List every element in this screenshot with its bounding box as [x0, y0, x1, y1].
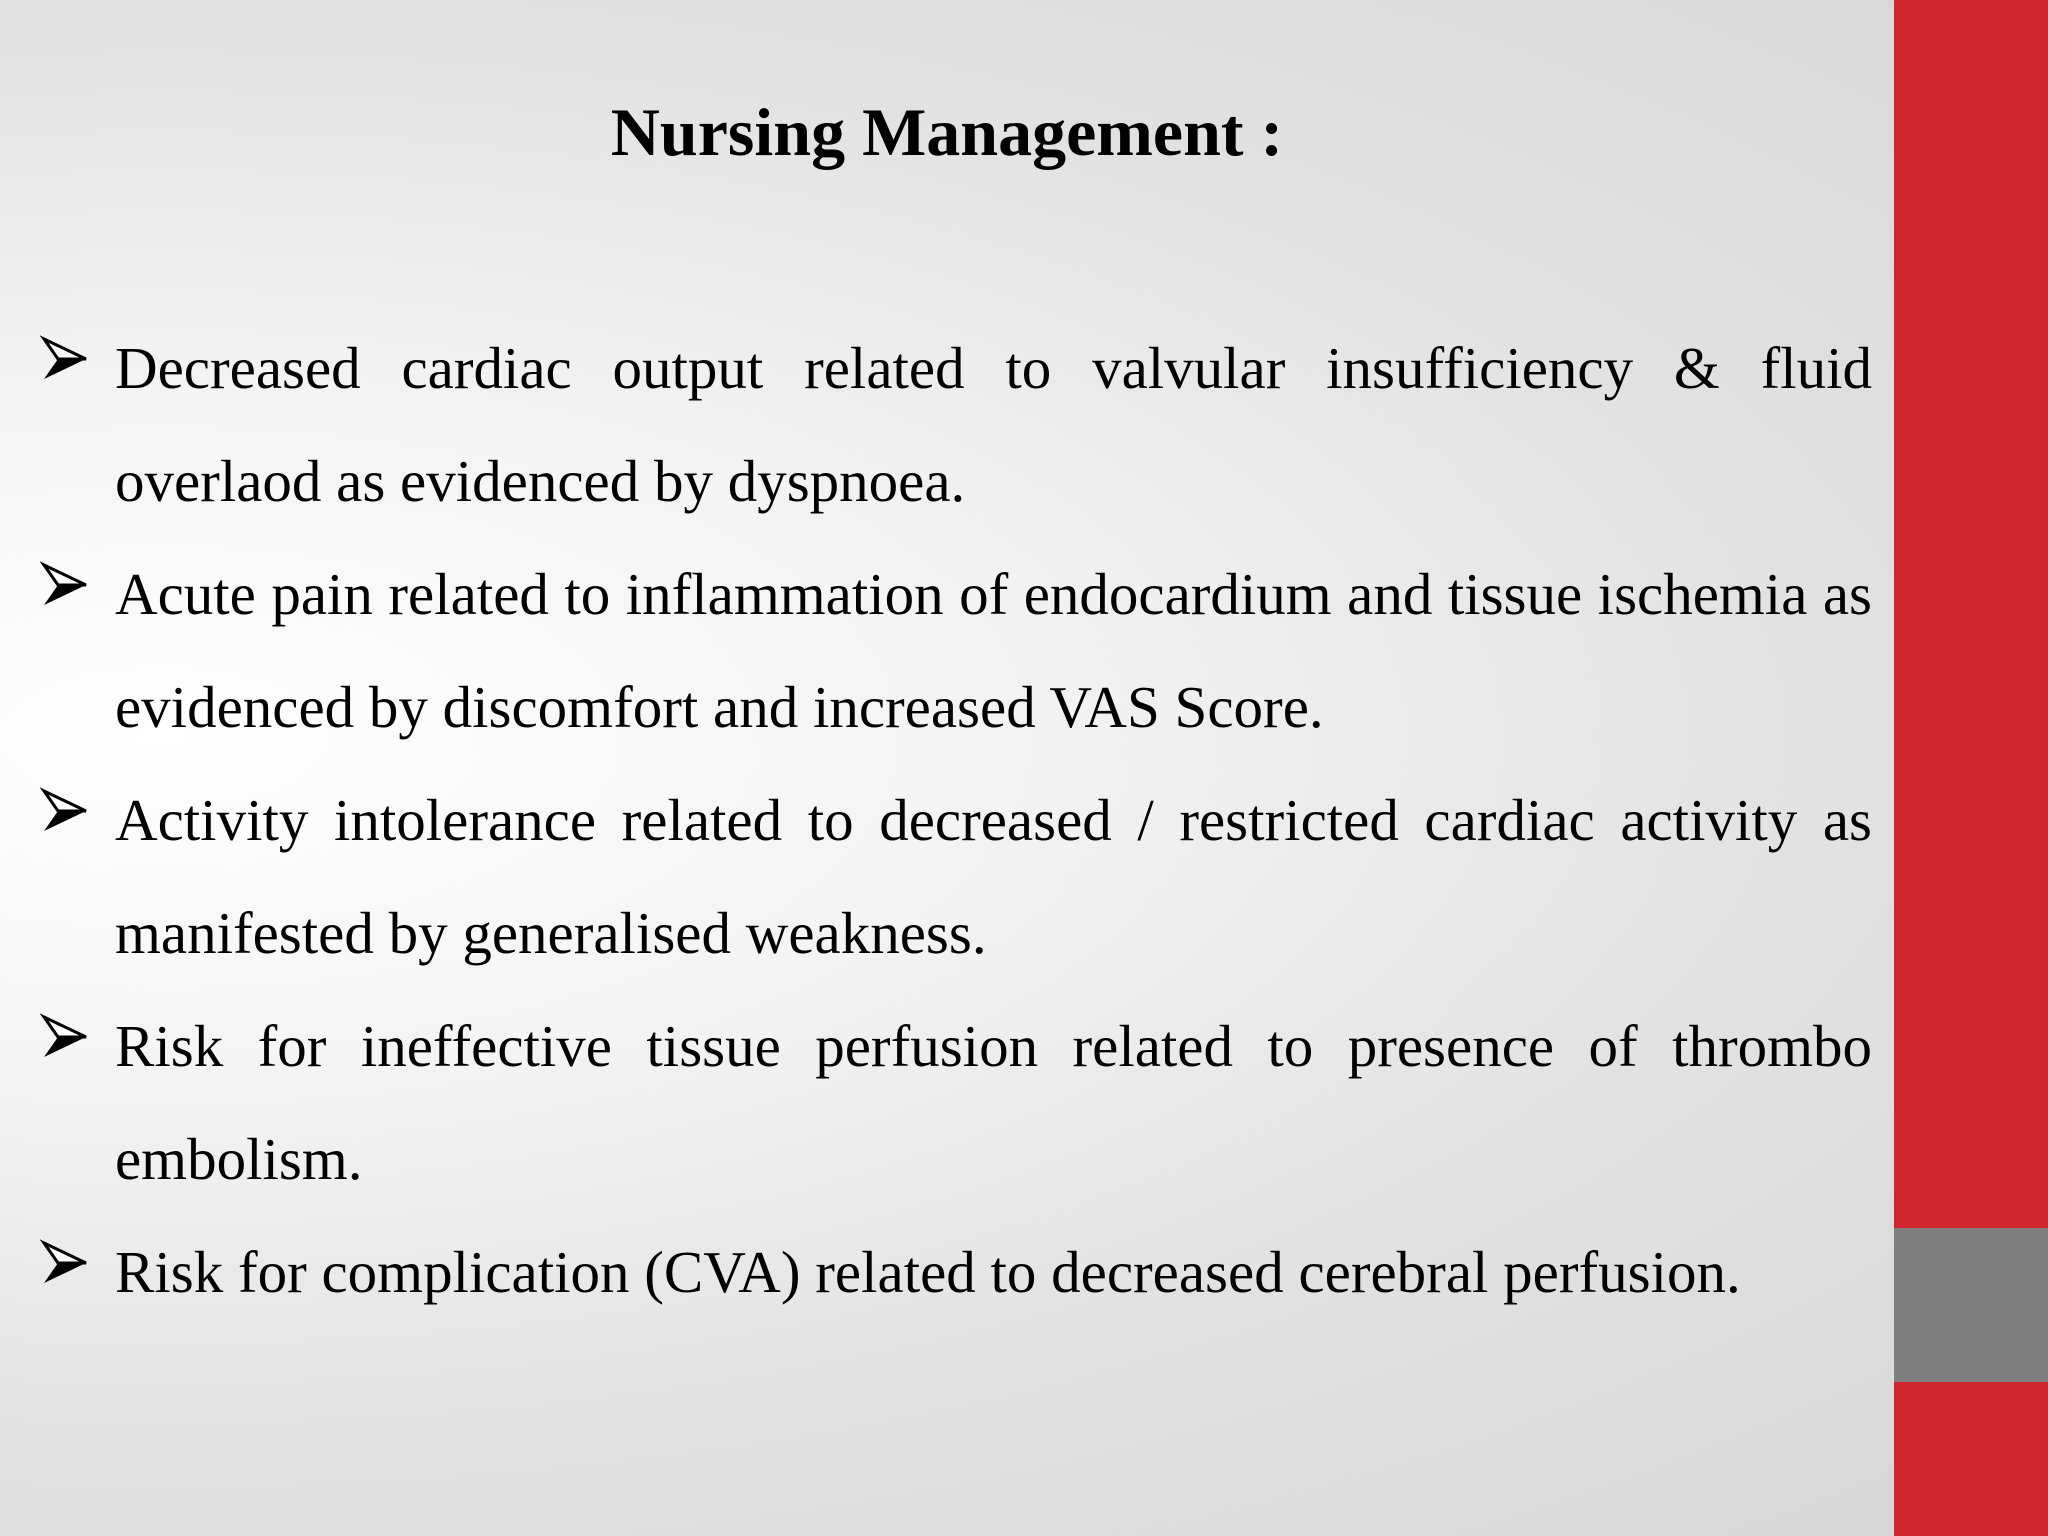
arrowhead-bullet-icon — [40, 560, 90, 610]
bullet-item — [40, 312, 1872, 538]
bullet-item — [40, 538, 1872, 764]
arrowhead-bullet-icon — [40, 1012, 90, 1062]
arrowhead-bullet-icon — [40, 1238, 90, 1288]
bullet-item — [40, 764, 1872, 990]
bullet-text: Decreased cardiac output related to valvular insufficiency & fluid overlaod as evidenced by dyspnoea. — [115, 335, 1872, 514]
bullet-item — [40, 1216, 1872, 1329]
arrowhead-bullet-icon — [40, 334, 90, 384]
arrowhead-bullet-icon — [40, 786, 90, 836]
bullet-list — [40, 312, 1872, 1329]
bullet-text: Risk for ineffective tissue perfusion related to presence of thrombo embolism. — [115, 1013, 1872, 1192]
gray-sidebar-block — [1894, 1228, 2048, 1382]
slide-title: Nursing Management : — [610, 94, 1284, 170]
bullet-item — [40, 990, 1872, 1216]
bullet-text: Risk for complication (CVA) related to decreased cerebral perfusion. — [115, 1239, 1741, 1305]
red-sidebar — [1894, 0, 2048, 1536]
bullet-text: Acute pain related to inflammation of endocardium and tissue ischemia as evidenced by discomfort and increased VAS Score. — [115, 561, 1872, 740]
bullet-text: Activity intolerance related to decreased / restricted cardiac activity as manifested by generalised weakness. — [115, 787, 1872, 966]
